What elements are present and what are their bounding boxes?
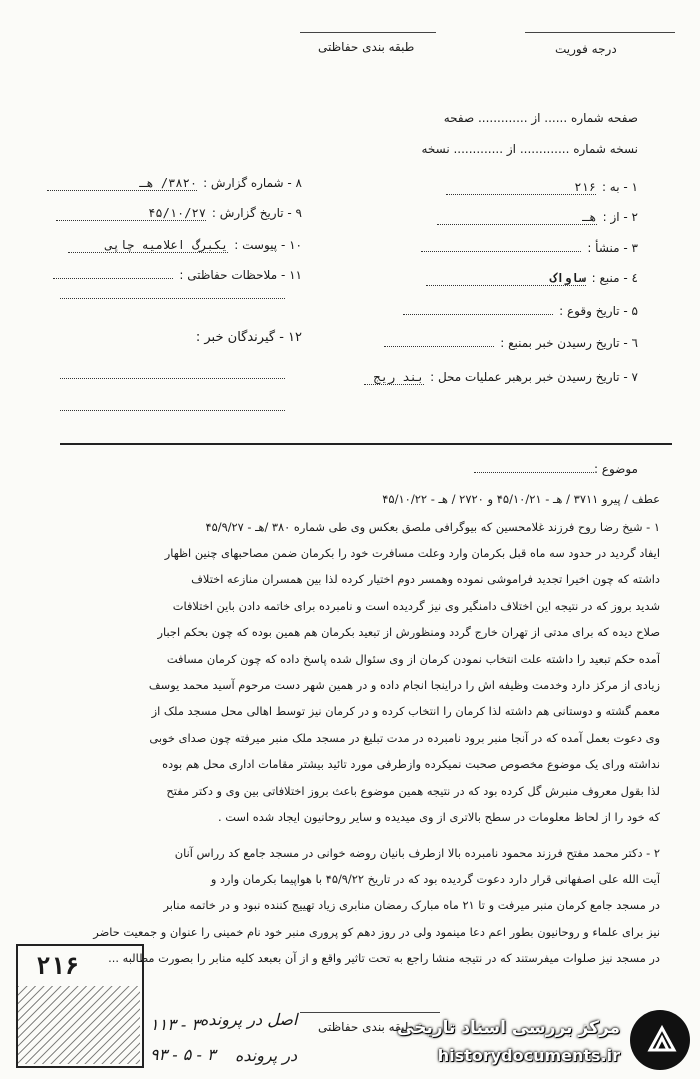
body-line: داشته که چون اخیرا تجدید فراموشی نموده وهمسر دوم اختیار کرده لذا بین همسران منازعه اختلاف [191, 572, 660, 586]
copy-number-field: نسخه شماره ............. از ............. نسخه [421, 142, 638, 156]
body-line: آمده حکم تبعید را داشته علت انتخاب نمودن کرمان از وی سئوال شده پاسخ داده که چون کرمان مسافت [166, 652, 660, 666]
body-line: ایفاد گردید در حدود سه ماه قبل بکرمان وارد وعلت مسافرت خود را بکرمان ضمن مصاحبهای چنین اظهار [164, 546, 660, 560]
dotted-line [60, 378, 285, 379]
subject-label: موضوع : [474, 462, 638, 476]
field-report-number: ۸ - شماره گزارش :۳۸۲۰/ هـ [47, 176, 302, 191]
body-line: لذا بقول معروف منبرش گل کرده بود که در نتیجه همین موضوع باعث بروز اختلافاتی بین وی و دکتر مفتح [166, 784, 660, 798]
body-line: که خود را از لحاظ معلومات در سطح بالاتری از وی میدیده و سایر روحانیون ایجاد شده است . [217, 810, 660, 824]
field-security-notes: ۱۱ - ملاحظات حفاظتی : [53, 268, 302, 282]
followup-reference: عطف / پیرو ۳۷۱۱ / هـ - ۴۵/۱۰/۲۱ و ۲۷۲۰ / هـ - ۴۵/۱۰/۲۲ [382, 492, 660, 506]
field-from: ۲ - از :هـ [437, 210, 638, 225]
stamp-number: ۲۱۶ [36, 952, 80, 980]
page-number-field: صفحه شماره ...... از ............. صفحه [443, 111, 638, 125]
handwritten-note: در پرونده [235, 1046, 298, 1065]
section-divider [60, 443, 672, 445]
field-origin: ۳ - منشأ : [421, 241, 638, 255]
watermark-url: historydocuments.ir [437, 1046, 620, 1065]
footer-rule [300, 1012, 440, 1013]
dotted-line [60, 298, 285, 299]
field-operation-receive-date: ۷ - تاریخ رسیدن خبر برهبر عملیات محل :بند ریج [364, 370, 638, 385]
body-line: صلاح دیده که برای مدتی از تهران خارج گردد ومنظورش از تبعید بکرمان هم همین بوده که چون بحکم اجبار [157, 625, 660, 639]
field-source: ٤ - منبع :ساواک [426, 271, 638, 286]
handwritten-note: اصل در پرونده [200, 1010, 298, 1029]
body-line: معمم گشته و دوستانی هم داشته لذا کرمان را انتخاب کرده و در کرمان نیز توسط اهالی محل مسجد ملک از [151, 704, 660, 718]
archive-stamp [16, 944, 144, 1068]
body-line: زیادی از مرکز دارد وخدمت وظیفه اش را دراینجا انجام داده و در همین شهر دست مرحوم آسید محمد یوسف [148, 678, 660, 692]
body-line: وی دعوت بعمل آمده که در آنجا منبر برود نامبرده در مدت تبلیغ در مسجد ملک منبر میرفته چون صدای خوبی [149, 731, 660, 745]
watermark-title: مرکز بررسی اسناد تاریخی [397, 1018, 620, 1038]
stamp-hatching [18, 986, 140, 1064]
classification-footer: طبقه بندی حفاظتی [318, 1020, 415, 1034]
classification-header: طبقه بندی حفاظتی [318, 40, 415, 54]
priority-label: درجه فوریت [555, 42, 617, 56]
header-rule-right [525, 32, 675, 33]
header-rule-left [300, 32, 436, 33]
field-report-date: ۹ - تاریخ گزارش :۴۵/۱۰/۲۷ [56, 206, 302, 221]
body-line: شدید بروز که در نتیجه این اختلاف دامنگیر وی نیز گردیده است و نامبرده برای خاتمه دادن باین اختلافات [172, 599, 660, 613]
field-recipients: ۱۲ - گیرندگان خبر : [195, 330, 302, 345]
dotted-line [60, 410, 285, 411]
field-to: ۱ - به :۲۱۶ [446, 180, 638, 195]
body-line: نیز برای علماء و روحانیون بطور اعم دعا مینمود ولی در روز دهم کو پروری منبر خود نام خمینی را عنوان و جمعیت حاضر [93, 925, 660, 939]
body-line: ۲ - دکتر محمد مفتح فرزند محمود نامبرده بالا ازطرف بانیان روضه خوانی در مسجد جامع کد رراس آنان [174, 846, 660, 860]
body-line: نداشته ورای یک موضوع مخصوص صحبت نمیکرده وازطرفی مورد تائید بیشتر مقامات اداری محل هم بوده [162, 757, 660, 771]
body-line: ۱ - شیخ رضا روح فرزند غلامحسین که بیوگرافی ملصق بعکس وی طی شماره ۳۸۰ /هـ - ۴۵/۹/۲۷ [205, 520, 660, 534]
body-line: آیت الله علی اصفهانی قرار دارد دعوت گردیده بود که در تاریخ ۴۵/۹/۲۲ با هواپیما بکرمان وارد و [210, 872, 660, 886]
field-source-receive-date: ٦ - تاریخ رسیدن خبر بمنبع : [384, 336, 638, 350]
archive-logo-icon [642, 1020, 682, 1060]
field-attachment: ۱۰ - پیوست :یکبرگ اعلامیه چاپی [68, 238, 302, 253]
handwritten-note: ۹۳ - ۵ - ۳ [150, 1045, 216, 1064]
field-event-date: ۵ - تاریخ وقوع : [403, 304, 638, 318]
handwritten-note: ۳ - ۱۱۳ [150, 1015, 200, 1034]
body-line: در مسجد نیز صلوات میفرستند که در نتیجه منشا راجع به تحت تاثیر واقع و از آن بعبعد کلیه منابر را بصورت مطالبه ... [108, 951, 660, 965]
body-line: در مسجد جامع کرمان منبر میرفت و تا ۲۱ ماه مبارک رمضان منابری زیاد تهییج کننده نبود و در خاتمه منابر [163, 898, 660, 912]
